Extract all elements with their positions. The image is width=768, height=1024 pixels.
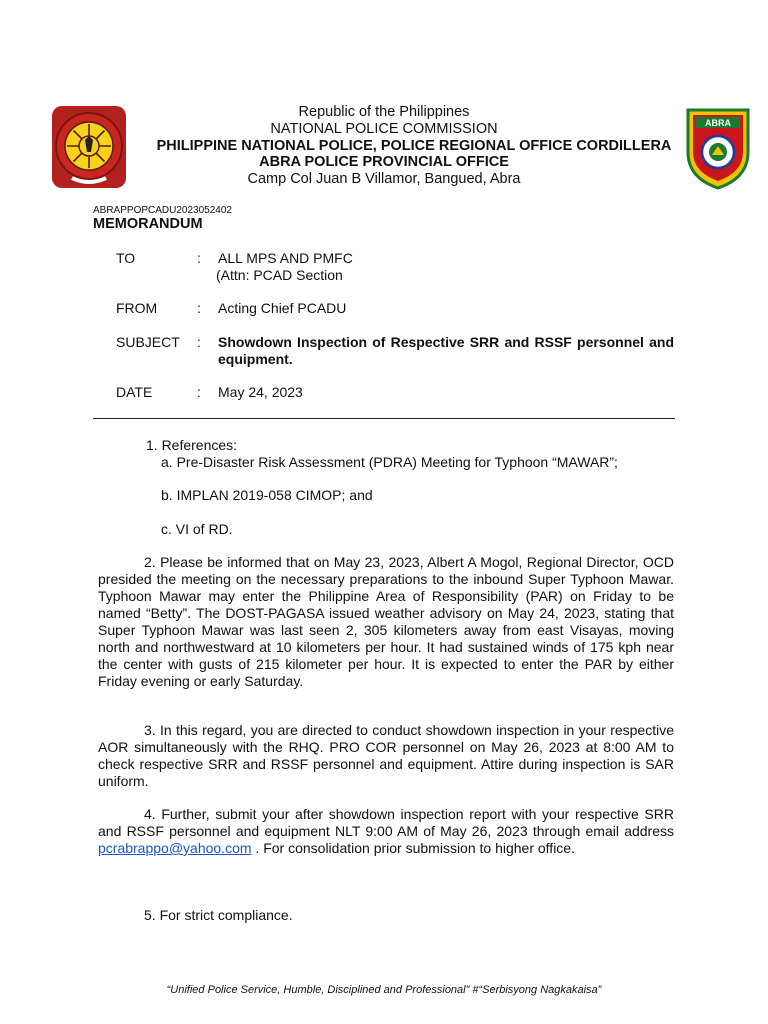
to-value: ALL MPS AND PMFC — [218, 250, 353, 266]
memo-title: MEMORANDUM — [93, 216, 203, 232]
memo-control-number: ABRAPPOPCADU2023052402 — [93, 205, 232, 216]
subject-value: Showdown Inspection of Respective SRR and RSSF personnel and equipment. — [218, 334, 674, 367]
reference-a: a. Pre-Disaster Risk Assessment (PDRA) Meeting for Typhoon “MAWAR”; — [161, 454, 618, 470]
to-attention: (Attn: PCAD Section — [216, 267, 343, 283]
header-pnp-pro: PHILIPPINE NATIONAL POLICE, POLICE REGIONAL OFFICE CORDILLERA — [156, 138, 672, 154]
subject-colon: : — [197, 334, 201, 350]
to-label: TO — [116, 250, 136, 266]
to-colon: : — [197, 250, 201, 266]
header-republic: Republic of the Philippines — [298, 104, 470, 120]
paragraph-4-text-b: . For consolidation prior submission to higher office. — [251, 840, 575, 856]
references-heading: 1. References: — [146, 437, 238, 453]
reference-b: b. IMPLAN 2019-058 CIMOP; and — [161, 487, 373, 503]
footer-motto: “Unified Police Service, Humble, Disciplined and Professional” #“Serbisyong Nagkakaisa” — [166, 984, 602, 996]
date-label: DATE — [116, 384, 153, 400]
paragraph-5: 5. For strict compliance. — [144, 907, 293, 923]
reference-c: c. VI of RD. — [161, 521, 233, 537]
paragraph-4 — [98, 806, 674, 857]
abra-banner-text: ABRA — [705, 118, 731, 128]
email-link[interactable]: pcrabrappo@yahoo.com — [98, 840, 252, 856]
from-value: Acting Chief PCADU — [218, 300, 347, 316]
header-camp-address: Camp Col Juan B Villamor, Bangued, Abra — [247, 171, 521, 187]
date-value: May 24, 2023 — [218, 384, 303, 400]
paragraph-3: 3. In this regard, you are directed to conduct showdown inspection in your respective AOR simultaneously with the RHQ. PRO COR personnel on May 26, 2023 at 8:00 AM to check respective SRR and RSSF personnel and equipment. Attire during inspection is SAR uniform. — [98, 722, 674, 789]
from-colon: : — [197, 300, 201, 316]
from-label: FROM — [116, 300, 158, 316]
header-divider — [93, 418, 675, 419]
date-colon: : — [197, 384, 201, 400]
header-abra-ppo: ABRA POLICE PROVINCIAL OFFICE — [259, 154, 509, 170]
paragraph-2: 2. Please be informed that on May 23, 2023, Albert A Mogol, Regional Director, OCD presided the meeting on the necessary preparations to the inbound Super Typhoon Mawar. Typhoon Mawar may enter the Philippine Area of Responsibility (PAR) on Friday to be named “Betty”. The DOST-PAGASA issued weather advisory on May 24, 2023, stating that Super Typhoon Mawar was last seen 2, 305 kilometers away from east Visayas, moving north and northwestward at 10 kilometers per hour. It had sustained winds of 175 kph near the center with gusts of 215 kilometer per hour. It is expected to enter the PAR by either Friday evening or early Saturday. — [98, 554, 674, 689]
subject-label: SUBJECT — [116, 334, 180, 350]
paragraph-4-text-a: 4. Further, submit your after showdown inspection report with your respective SRR and RSSF personnel and equipment NLT 9:00 AM of May 26, 2023 through email address — [98, 806, 674, 839]
header-napolcom: NATIONAL POLICE COMMISSION — [270, 121, 498, 137]
